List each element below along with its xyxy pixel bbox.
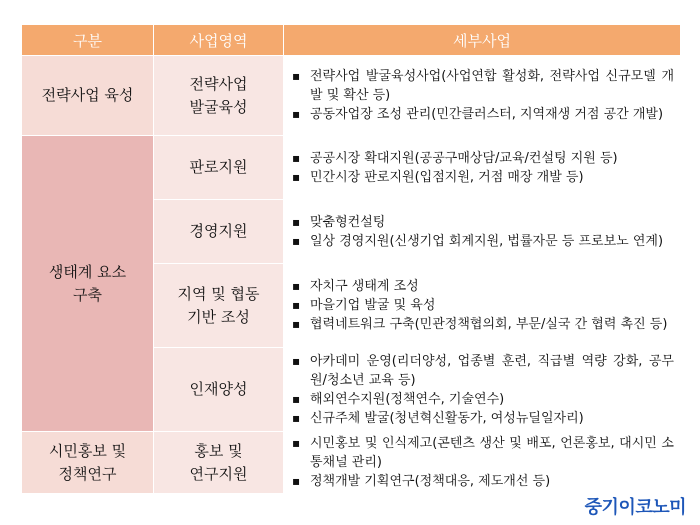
detail-item: ▪ 아카데미 운영(리더양성, 업종별 훈련, 직급별 역량 강화, 공무원/청소년 교육 등) [288, 352, 674, 390]
details-cell [284, 348, 681, 432]
category-label-line: 시민홍보 및 [48, 441, 127, 460]
area-label-line: 경영지원 [189, 222, 248, 240]
area-label-line: 기반 조성 [187, 307, 250, 326]
table-row [22, 56, 681, 136]
area-label-line: 판로지원 [189, 158, 248, 176]
detail-item: ▪ 전략사업 발굴육성사업(사업연합 활성화, 전략사업 신규모델 개발 및 확산 등) [288, 67, 674, 105]
publisher-watermark: 중기이코노미 [584, 497, 686, 518]
detail-item: ▪ 맞춤형컨설팅 [288, 213, 674, 232]
category-cell [22, 136, 154, 432]
area-cell [154, 136, 284, 200]
detail-item: ▪ 일상 경영지원(신생기업 회계지원, 법률자문 등 프로보노 연계) [288, 232, 674, 251]
details-cell [284, 136, 681, 200]
area-label-line: 인재양성 [189, 380, 248, 398]
category-cell [22, 432, 154, 494]
detail-item: ▪ 마을기업 발굴 및 육성 [288, 296, 674, 315]
table-row [22, 432, 681, 494]
category-label-line: 정책연구 [58, 464, 117, 483]
details-cell [284, 56, 681, 136]
header-area: 사업영역 [154, 25, 284, 56]
detail-item: ▪ 자치구 생태계 조성 [288, 277, 674, 296]
category-label: 전략사업 육성 [41, 86, 134, 104]
detail-item: ▪ 신규주체 발굴(청년혁신활동가, 여성뉴딜일자리) [288, 409, 674, 428]
detail-item: ▪ 공동자업장 조성 관리(민간클러스터, 지역재생 거점 공간 개발) [288, 105, 674, 124]
detail-item: ▪ 민간시장 판로지원(입점지원, 거점 매장 개발 등) [288, 168, 674, 187]
detail-item: ▪ 정책개발 기획연구(정책대응, 제도개선 등) [288, 472, 674, 491]
detail-item: ▪ 협력네트워크 구축(민관정책협의회, 부문/실국 간 협력 촉진 등) [288, 315, 674, 334]
table-row [22, 136, 681, 200]
detail-item: ▪ 시민홍보 및 인식제고(콘텐츠 생산 및 배포, 언론홍보, 대시민 소통채널 관리) [288, 434, 674, 472]
details-cell [284, 200, 681, 264]
detail-item: ▪ 해외연수지원(정책연수, 기술연수) [288, 390, 674, 409]
details-cell [284, 432, 681, 494]
area-cell [154, 432, 284, 494]
area-label-line: 홍보 및 [194, 441, 243, 460]
area-cell [154, 264, 284, 348]
header-category: 구분 [22, 25, 154, 56]
area-cell [154, 56, 284, 136]
area-label-line: 발굴육성 [189, 97, 248, 116]
area-label-line: 지역 및 협동 [177, 284, 260, 303]
area-cell [154, 200, 284, 264]
details-cell [284, 264, 681, 348]
detail-item: ▪ 공공시장 확대지원(공공구매상담/교육/컨설팅 지원 등) [288, 149, 674, 168]
area-label-line: 전략사업 [189, 74, 248, 93]
table-header-row [22, 25, 681, 56]
area-label-line: 연구지원 [189, 464, 248, 483]
header-details: 세부사업 [284, 25, 681, 56]
category-label-line: 구축 [73, 285, 102, 304]
category-label-line: 생태계 요소 [48, 262, 127, 281]
business-table [21, 24, 681, 494]
area-cell [154, 348, 284, 432]
category-cell [22, 56, 154, 136]
